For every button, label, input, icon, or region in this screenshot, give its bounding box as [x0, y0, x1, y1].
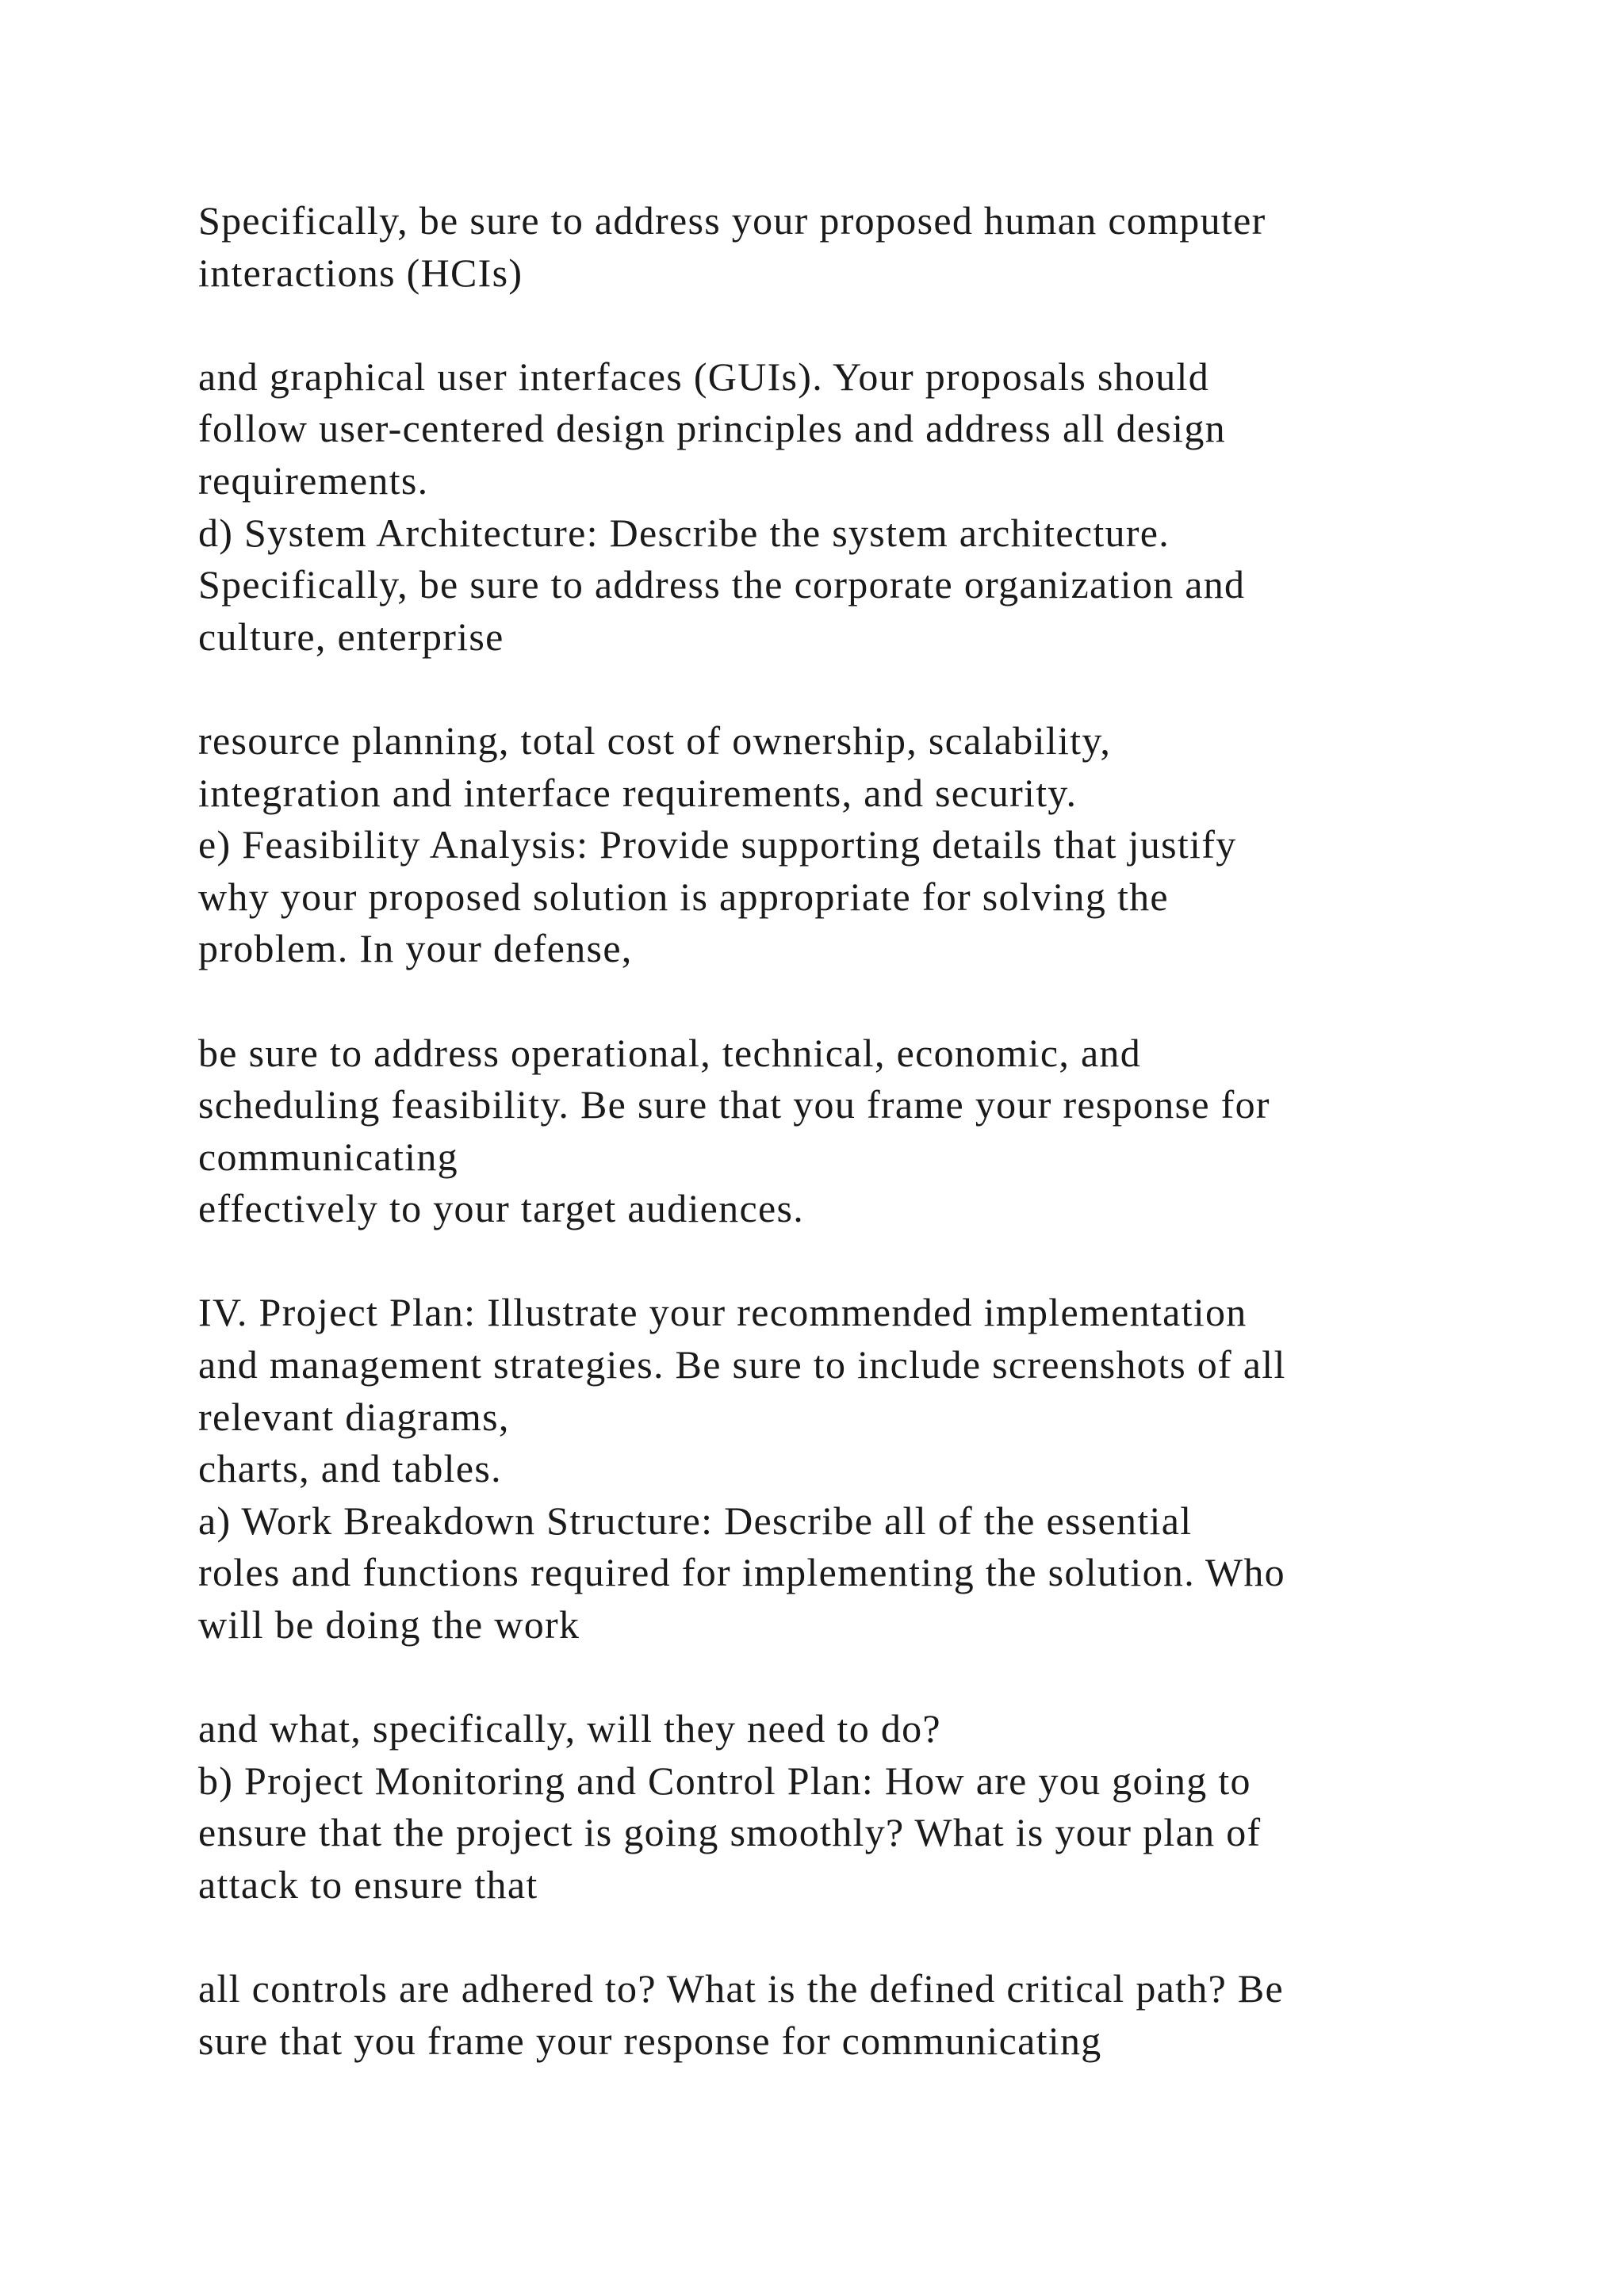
- document-body: [198, 195, 1546, 2067]
- text-line: follow user-centered design principles and address all design: [198, 406, 1226, 451]
- text-line: effectively to your target audiences.: [198, 1186, 805, 1231]
- text-line: Specifically, be sure to address your proposed human computer: [198, 198, 1266, 243]
- blank-line: [198, 299, 1546, 351]
- text-line: interactions (HCIs): [198, 250, 523, 295]
- text-line: all controls are adhered to? What is the defined critical path? Be: [198, 1966, 1285, 2011]
- text-line: ensure that the project is going smoothly? What is your plan of: [198, 1810, 1262, 1855]
- text-line: d) System Architecture: Describe the system architecture.: [198, 510, 1170, 555]
- text-line: Specifically, be sure to address the corporate organization and: [198, 562, 1246, 607]
- blank-line: [198, 663, 1546, 715]
- text-line: why your proposed solution is appropriate for solving the: [198, 874, 1169, 919]
- text-line: a) Work Breakdown Structure: Describe all of the essential: [198, 1498, 1193, 1543]
- section-heading-line: IV. Project Plan: Illustrate your recommended implementation: [198, 1290, 1247, 1335]
- text-line: integration and interface requirements, and security.: [198, 770, 1078, 815]
- text-line: resource planning, total cost of ownership, scalability,: [198, 718, 1112, 763]
- text-line: culture, enterprise: [198, 614, 504, 659]
- text-line: scheduling feasibility. Be sure that you frame your response for: [198, 1082, 1270, 1127]
- text-line: and what, specifically, will they need to do?: [198, 1706, 941, 1751]
- text-line: charts, and tables.: [198, 1446, 502, 1491]
- text-line: and graphical user interfaces (GUIs). Your proposals should: [198, 354, 1210, 399]
- text-line: attack to ensure that: [198, 1862, 538, 1907]
- text-line: roles and functions required for implementing the solution. Who: [198, 1550, 1285, 1595]
- text-line: will be doing the work: [198, 1602, 580, 1647]
- text-line: be sure to address operational, technical, economic, and: [198, 1030, 1142, 1075]
- blank-line: [198, 1651, 1546, 1704]
- text-line: b) Project Monitoring and Control Plan: How are you going to: [198, 1758, 1251, 1803]
- text-line: and management strategies. Be sure to include screenshots of all: [198, 1342, 1286, 1387]
- blank-line: [198, 1911, 1546, 1964]
- text-line: e) Feasibility Analysis: Provide supporting details that justify: [198, 822, 1237, 867]
- text-line: sure that you frame your response for communicating: [198, 2018, 1102, 2063]
- text-line: relevant diagrams,: [198, 1394, 510, 1439]
- text-line: problem. In your defense,: [198, 926, 633, 971]
- text-line: communicating: [198, 1134, 458, 1179]
- text-line: requirements.: [198, 457, 429, 503]
- blank-line: [198, 975, 1546, 1027]
- blank-line: [198, 1235, 1546, 1288]
